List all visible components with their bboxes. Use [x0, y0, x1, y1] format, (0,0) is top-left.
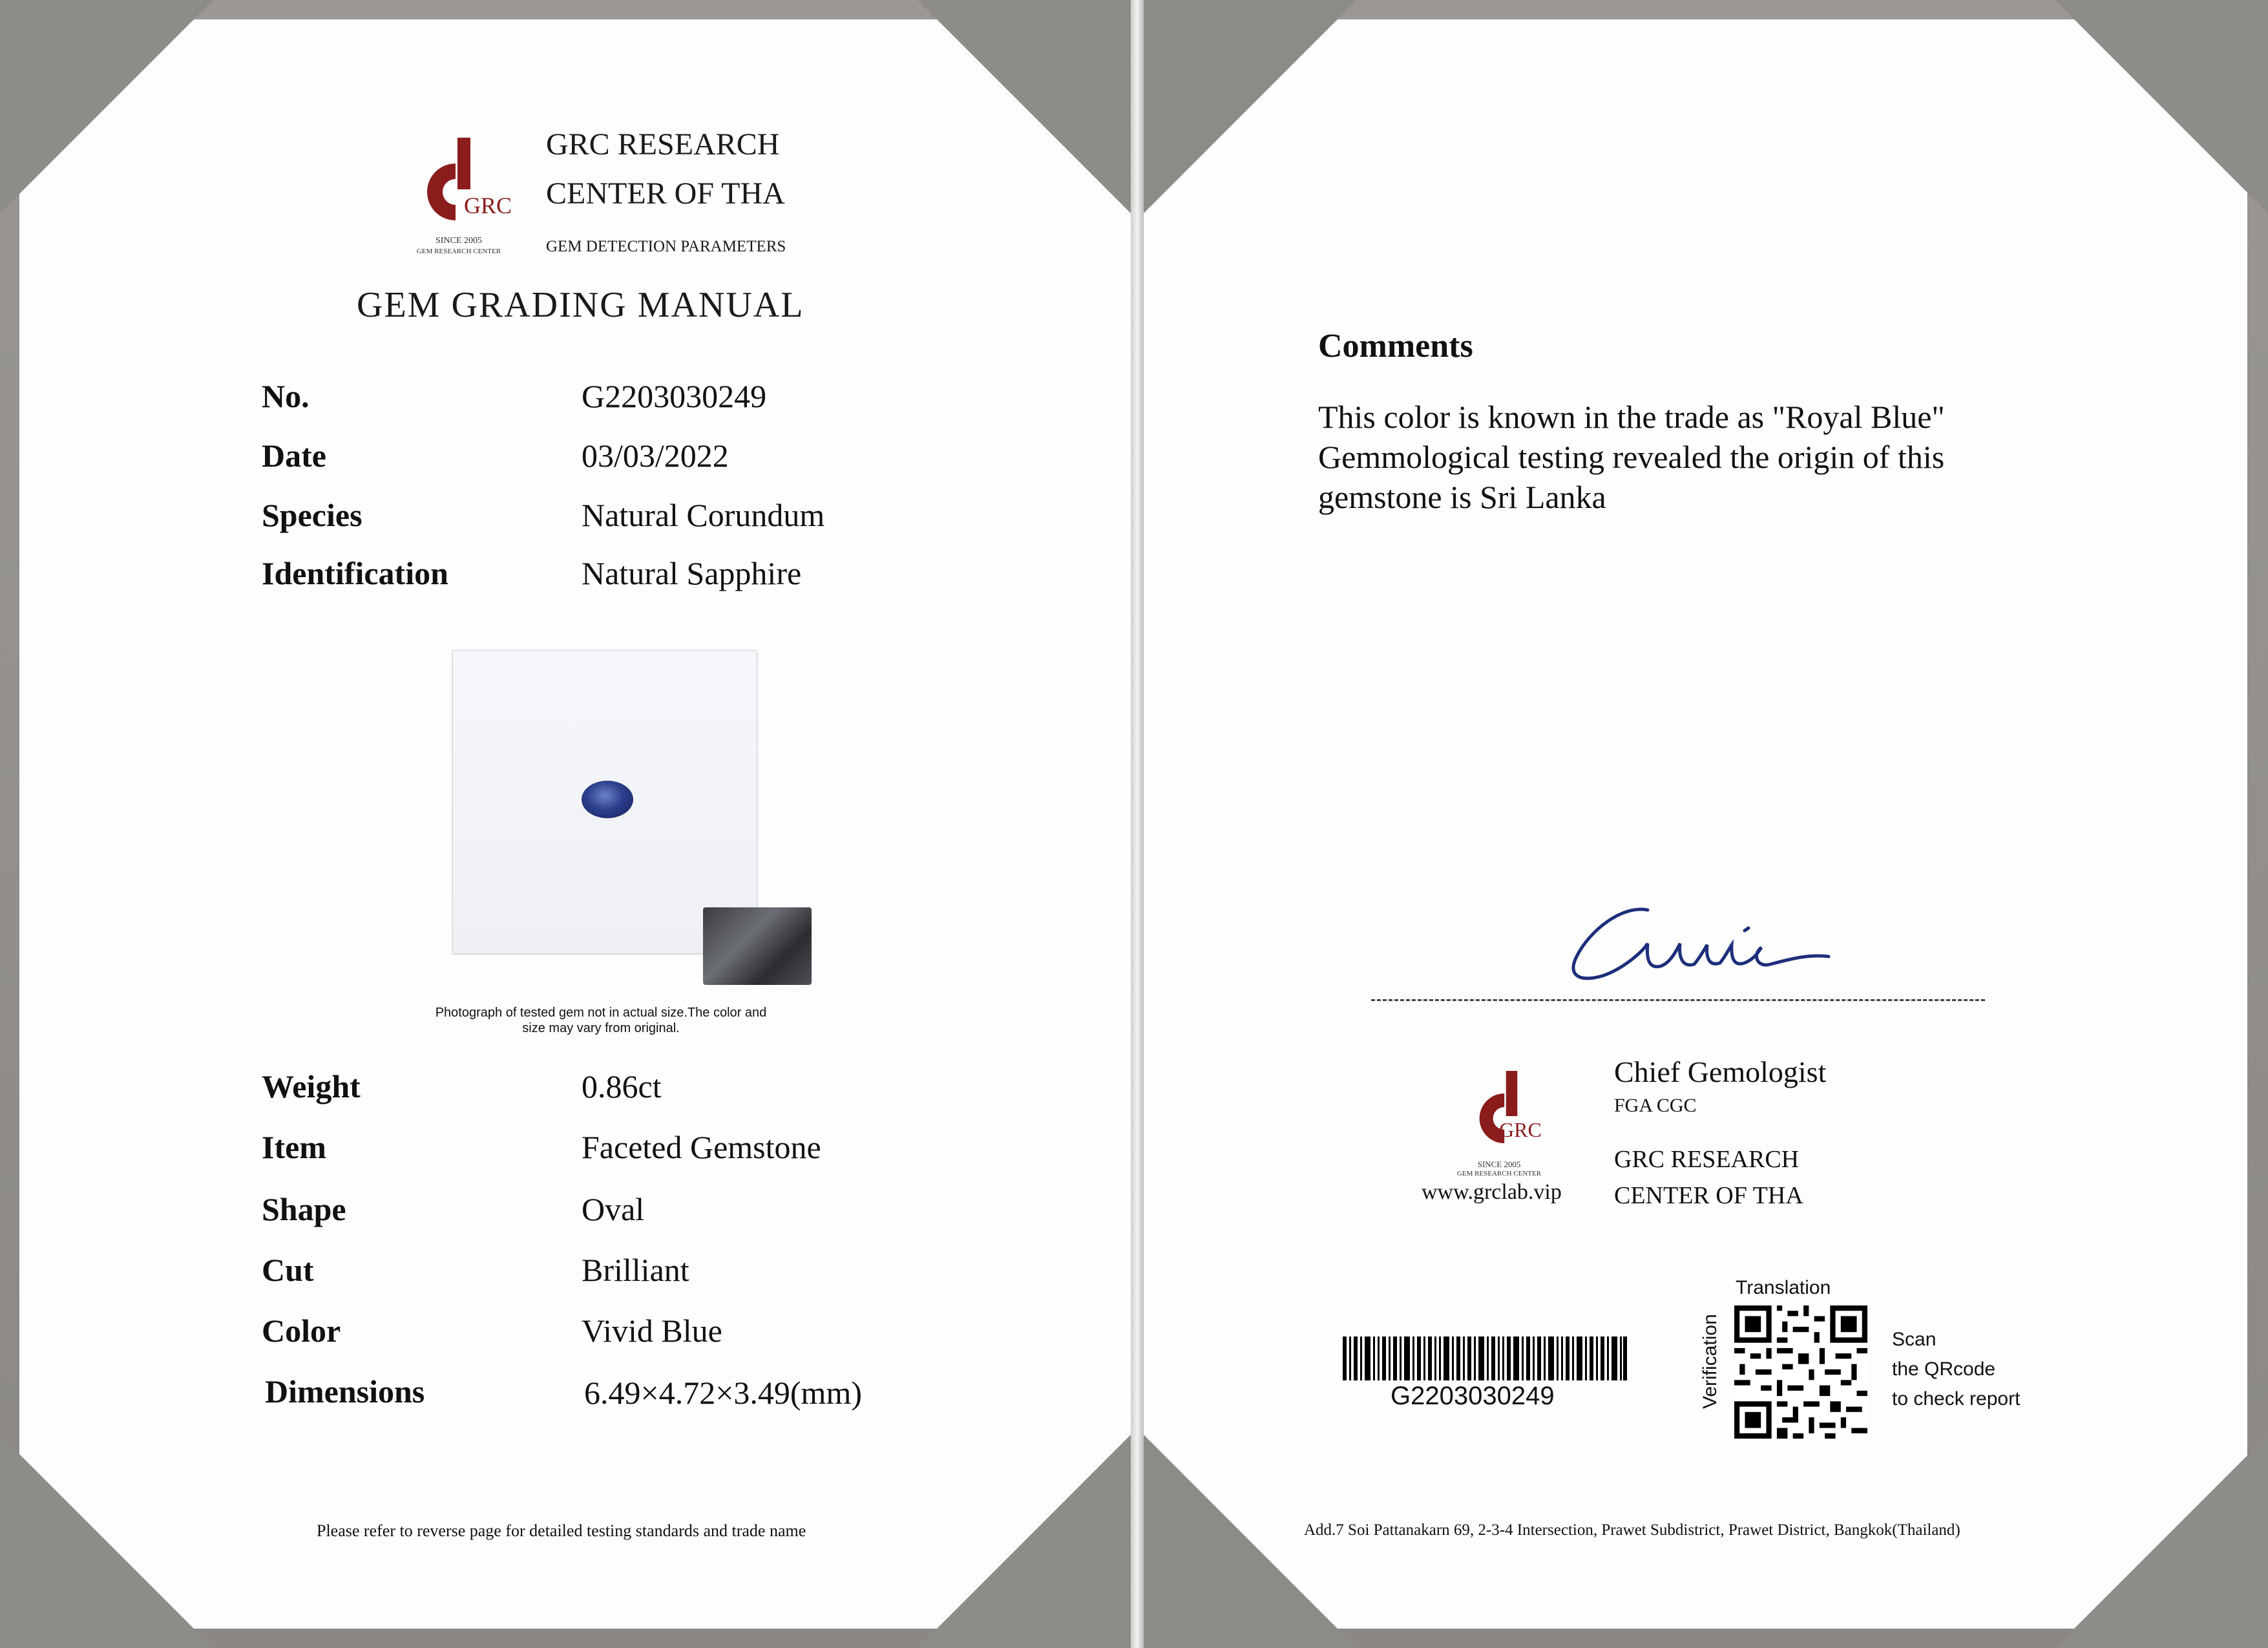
field-label-cut: Cut — [262, 1252, 314, 1288]
folder-spine — [1131, 0, 1144, 1648]
verification-qr-code[interactable] — [1734, 1305, 1867, 1439]
comments-heading: Comments — [1318, 328, 1473, 364]
field-label-shape: Shape — [262, 1191, 346, 1227]
logo-small-since: SINCE 2005 — [1477, 1159, 1521, 1169]
report-barcode — [1343, 1336, 1627, 1380]
header-line-2: CENTER OF THA — [546, 176, 785, 211]
org-name-line-2: CENTER OF THA — [1614, 1182, 1803, 1209]
field-label-no: No. — [262, 378, 310, 414]
org-name-line-1: GRC RESEARCH — [1614, 1146, 1800, 1173]
sapphire-gem-image — [582, 781, 633, 818]
corner-tab-bottom-left — [0, 1435, 213, 1648]
gemologist-signature — [1551, 892, 1835, 995]
qr-translation-label: Translation — [1736, 1277, 1831, 1298]
photo-caption-line-2: size may vary from original. — [522, 1021, 680, 1035]
qr-note-line-3: to check report — [1892, 1388, 2021, 1410]
field-label-color: Color — [262, 1313, 341, 1349]
field-value-dimensions: 6.49×4.72×3.49(mm) — [584, 1375, 862, 1411]
field-value-weight: 0.86ct — [582, 1068, 662, 1104]
grc-logo — [394, 132, 523, 262]
field-label-item: Item — [262, 1129, 326, 1165]
grc-logo-small — [1447, 1066, 1577, 1196]
comment-line-3: gemstone is Sri Lanka — [1318, 479, 1606, 515]
chief-credentials: FGA CGC — [1614, 1095, 1697, 1116]
comment-line-2: Gemmological testing revealed the origin of this — [1318, 439, 1945, 475]
corner-tab-bottom-right — [2055, 1435, 2268, 1648]
field-value-shape: Oval — [582, 1191, 645, 1227]
field-value-cut: Brilliant — [582, 1252, 689, 1288]
field-label-weight: Weight — [262, 1068, 361, 1104]
field-value-date: 03/03/2022 — [582, 438, 729, 474]
field-value-color: Vivid Blue — [582, 1313, 722, 1349]
grc-logo-small-mark-icon — [1460, 1066, 1531, 1157]
chief-gemologist-title: Chief Gemologist — [1614, 1055, 1827, 1088]
header-line-1: GRC RESEARCH — [546, 127, 780, 162]
logo-center: GEM RESEARCH CENTER — [416, 248, 501, 255]
corner-tab-bottom-mid-left — [918, 1435, 1131, 1648]
logo-brand: GRC — [464, 193, 512, 218]
security-hologram — [703, 907, 812, 985]
logo-small-brand: GRC — [1499, 1118, 1542, 1141]
field-value-item: Faceted Gemstone — [582, 1129, 821, 1165]
field-label-dimensions: Dimensions — [265, 1373, 425, 1410]
barcode-number: G2203030249 — [1391, 1382, 1555, 1410]
field-value-no: G2203030249 — [582, 378, 767, 414]
logo-since: SINCE 2005 — [436, 236, 482, 246]
qr-note-line-2: the QRcode — [1892, 1358, 1996, 1380]
website-link[interactable]: www.grclab.vip — [1422, 1180, 1562, 1204]
corner-tab-top-mid-left — [918, 0, 1131, 213]
logo-small-center: GEM RESEARCH CENTER — [1456, 1170, 1542, 1178]
address-footer: Add.7 Soi Pattanakarn 69, 2-3-4 Intersection, Prawet Subdistrict, Prawet District, Bangkok(Thailand) — [1304, 1521, 1960, 1539]
qr-verification-label: Verification — [1699, 1314, 1721, 1409]
corner-tab-bottom-mid-right — [1144, 1435, 1357, 1648]
field-value-species: Natural Corundum — [582, 497, 825, 533]
photo-caption-line-1: Photograph of tested gem not in actual size.The color and — [435, 1006, 767, 1020]
field-value-identification: Natural Sapphire — [582, 555, 802, 591]
corner-tab-top-left — [0, 0, 213, 213]
corner-tab-top-right — [2055, 0, 2268, 213]
qr-note-line-1: Scan — [1892, 1329, 1937, 1350]
header-line-3: GEM DETECTION PARAMETERS — [546, 238, 786, 255]
reverse-page-note: Please refer to reverse page for detailed testing standards and trade name — [317, 1521, 806, 1540]
grc-logo-mark-icon — [407, 132, 485, 236]
comment-line-1: This color is known in the trade as "Royal Blue" — [1318, 399, 1945, 435]
document-title: GEM GRADING MANUAL — [357, 285, 804, 325]
corner-tab-top-mid-right — [1144, 0, 1357, 213]
field-label-species: Species — [262, 497, 362, 533]
right-page — [1144, 19, 2247, 1629]
field-label-date: Date — [262, 438, 326, 474]
field-label-identification: Identification — [262, 555, 448, 591]
signature-line — [1371, 999, 1985, 1001]
